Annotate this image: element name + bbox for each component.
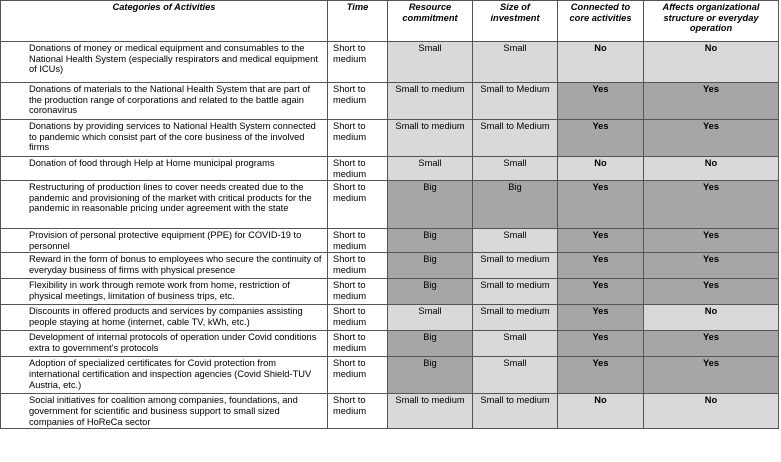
time-cell: Short to medium: [328, 305, 388, 331]
activity-cell: Development of internal protocols of operation under Covid conditions extra to government's protocols: [1, 331, 328, 357]
resource-cell: Small: [388, 42, 473, 83]
table-row: [1, 229, 779, 253]
investment-cell: Small: [473, 229, 558, 253]
resource-cell: Big: [388, 279, 473, 305]
investment-cell: Small to Medium: [473, 83, 558, 120]
affects-cell: Yes: [644, 279, 779, 305]
time-cell: Short to medium: [328, 253, 388, 279]
affects-cell: Yes: [644, 357, 779, 394]
table-row: [1, 157, 779, 181]
connected-cell: Yes: [558, 229, 644, 253]
investment-cell: Big: [473, 181, 558, 229]
connected-cell: No: [558, 42, 644, 83]
activity-cell: Flexibility in work through remote work from home, restriction of physical meetings, limitation of business trips, etc.: [1, 279, 328, 305]
investment-cell: Small to medium: [473, 305, 558, 331]
connected-cell: Yes: [558, 331, 644, 357]
activity-cell: Social initiatives for coalition among companies, foundations, and government for scientific and business support to small sized companies of HoReCa sector: [1, 394, 328, 429]
affects-cell: No: [644, 305, 779, 331]
table-row: [1, 357, 779, 394]
header-investment: Size of investment: [473, 1, 558, 42]
investment-cell: Small to medium: [473, 279, 558, 305]
affects-cell: Yes: [644, 181, 779, 229]
time-cell: Short to medium: [328, 331, 388, 357]
resource-cell: Big: [388, 357, 473, 394]
activity-cell: Restructuring of production lines to cover needs created due to the pandemic and provisioning of the market with critical products for the pandemic in reasonable pricing under agreement with the state: [1, 181, 328, 229]
table-body: [1, 42, 779, 429]
activity-cell: Donation of food through Help at Home municipal programs: [1, 157, 328, 181]
resource-cell: Small to medium: [388, 83, 473, 120]
table-row: [1, 181, 779, 229]
resource-cell: Big: [388, 181, 473, 229]
time-cell: Short to medium: [328, 42, 388, 83]
affects-cell: Yes: [644, 120, 779, 157]
activity-cell: Discounts in offered products and services by companies assisting people staying at home (internet, cable TV, kWh, etc.): [1, 305, 328, 331]
activity-cell: Adoption of specialized certificates for Covid protection from international certification and inspection agencies (Covid Shield-TUV Austria, etc.): [1, 357, 328, 394]
time-cell: Short to medium: [328, 120, 388, 157]
time-cell: Short to medium: [328, 181, 388, 229]
table-row: [1, 120, 779, 157]
resource-cell: Small: [388, 305, 473, 331]
connected-cell: Yes: [558, 305, 644, 331]
activity-cell: Provision of personal protective equipment (PPE) for COVID-19 to personnel: [1, 229, 328, 253]
table-row: [1, 253, 779, 279]
time-cell: Short to medium: [328, 357, 388, 394]
resource-cell: Small: [388, 157, 473, 181]
connected-cell: Yes: [558, 181, 644, 229]
investment-cell: Small to medium: [473, 253, 558, 279]
connected-cell: Yes: [558, 83, 644, 120]
time-cell: Short to medium: [328, 83, 388, 120]
header-activities: Categories of Activities: [1, 1, 328, 42]
resource-cell: Big: [388, 229, 473, 253]
resource-cell: Small to medium: [388, 394, 473, 429]
resource-cell: Small to medium: [388, 120, 473, 157]
activity-cell: Reward in the form of bonus to employees who secure the continuity of everyday business of firms with physical presence: [1, 253, 328, 279]
time-cell: Short to medium: [328, 279, 388, 305]
affects-cell: No: [644, 42, 779, 83]
investment-cell: Small: [473, 357, 558, 394]
activity-cell: Donations of money or medical equipment and consumables to the National Health System (especially respirators and medical equipment of ICUs): [1, 42, 328, 83]
investment-cell: Small: [473, 42, 558, 83]
table-row: [1, 83, 779, 120]
header-resource: Resource commitment: [388, 1, 473, 42]
connected-cell: No: [558, 157, 644, 181]
time-cell: Short to medium: [328, 229, 388, 253]
connected-cell: No: [558, 394, 644, 429]
connected-cell: Yes: [558, 253, 644, 279]
affects-cell: Yes: [644, 253, 779, 279]
connected-cell: Yes: [558, 357, 644, 394]
resource-cell: Big: [388, 331, 473, 357]
affects-cell: Yes: [644, 83, 779, 120]
affects-cell: No: [644, 394, 779, 429]
time-cell: Short to medium: [328, 394, 388, 429]
investment-cell: Small to medium: [473, 394, 558, 429]
header-connected: Connected to core activities: [558, 1, 644, 42]
time-cell: Short to medium: [328, 157, 388, 181]
investment-cell: Small: [473, 157, 558, 181]
activity-cell: Donations by providing services to National Health System connected to pandemic which consist part of the core business of the involved firms: [1, 120, 328, 157]
resource-cell: Big: [388, 253, 473, 279]
affects-cell: Yes: [644, 331, 779, 357]
header-time: Time: [328, 1, 388, 42]
connected-cell: Yes: [558, 279, 644, 305]
table-row: [1, 42, 779, 83]
investment-cell: Small to Medium: [473, 120, 558, 157]
activity-cell: Donations of materials to the National Health System that are part of the production range of corporations and related to the battle again coronavirus: [1, 83, 328, 120]
table-row: [1, 394, 779, 429]
header-affects: Affects organizational structure or everyday operation: [644, 1, 779, 42]
header-row: [1, 1, 779, 42]
connected-cell: Yes: [558, 120, 644, 157]
table-row: [1, 279, 779, 305]
table-row: [1, 305, 779, 331]
affects-cell: No: [644, 157, 779, 181]
investment-cell: Small: [473, 331, 558, 357]
table-row: [1, 331, 779, 357]
affects-cell: Yes: [644, 229, 779, 253]
